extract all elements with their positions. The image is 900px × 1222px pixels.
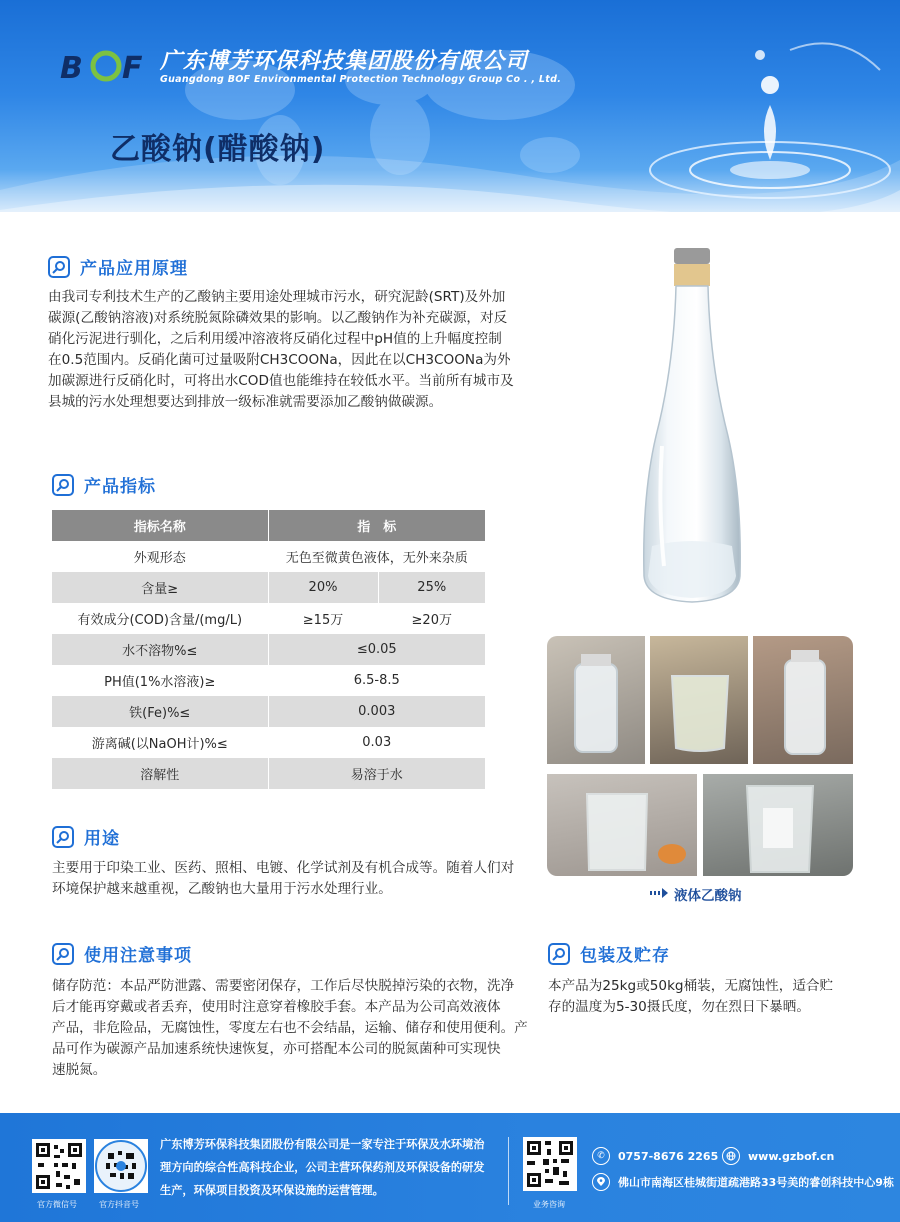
wechat-qr-code[interactable]	[32, 1139, 86, 1193]
table-row	[52, 572, 485, 603]
paragraph-line: 由我司专利技术生产的乙酸钠主要用途处理城市污水，研究泥龄(SRT)及外加	[48, 289, 506, 305]
qr-caption: 业务咨询	[533, 1200, 565, 1209]
paragraph-line: 速脱氮。	[52, 1062, 107, 1078]
section-principle-title: 产品应用原理	[80, 259, 188, 279]
product-photo-grid	[547, 636, 853, 876]
row-value-2: ≥20万	[378, 603, 485, 634]
company-name-cn: 广东博芳环保科技集团股份有限公司	[160, 49, 529, 74]
table-row	[52, 696, 485, 727]
water-droplet-graphic	[640, 10, 900, 210]
section-packaging-title: 包装及贮存	[580, 946, 670, 966]
paragraph-line: 在0.5范围内。反硝化菌可过量吸附CH3COONa，因此在以CH3COONa为外	[48, 352, 511, 368]
row-name: 铁(Fe)%≤	[52, 696, 268, 727]
product-photo	[547, 774, 697, 876]
company-logo	[58, 46, 158, 86]
product-bottle-image	[632, 246, 752, 606]
address-text: 佛山市南海区桂城街道疏港路33号美的睿创科技中心9栋	[618, 1176, 894, 1189]
row-value: 0.003	[268, 696, 485, 727]
section-usage-title: 用途	[84, 829, 120, 849]
section-precautions-header	[52, 941, 192, 966]
section-usage-header	[52, 824, 120, 849]
search-icon	[48, 256, 70, 278]
row-name: 游离碱(以NaOH计)%≤	[52, 727, 268, 758]
about-line: 广东博芳环保科技集团股份有限公司是一家专注于环保及水环境治	[160, 1138, 485, 1151]
row-value: 易溶于水	[268, 758, 485, 789]
search-icon	[52, 943, 74, 965]
website-link[interactable]: www.gzbof.cn	[748, 1149, 835, 1163]
footer	[0, 1113, 900, 1222]
photo-caption-text: 液体乙酸钠	[674, 888, 742, 904]
paragraph-line: 县城的污水处理想要达到排放一级标准就需要添加乙酸钠做碳源。	[48, 394, 443, 410]
row-name: 水不溶物%≤	[52, 634, 268, 665]
paragraph-line: 主要用于印染工业、医药、照相、电镀、化学试剂及有机合成等。随着人们对	[52, 860, 515, 876]
usage-paragraph	[52, 858, 514, 900]
globe-icon	[722, 1147, 740, 1165]
row-value-1: 20%	[268, 572, 378, 603]
section-packaging-header	[548, 941, 670, 966]
paragraph-line: 本产品为25kg或50kg桶装，无腐蚀性，适合贮	[548, 978, 834, 994]
section-principle-header	[48, 254, 188, 279]
row-value: 6.5-8.5	[268, 665, 485, 696]
paragraph-line: 储存防范：本品严防泄露、需要密闭保存，工作后尽快脱掉污染的衣物，洗净	[52, 978, 515, 994]
paragraph-line: 环境保护越来越重视，乙酸钠也大量用于污水处理行业。	[52, 881, 392, 897]
row-value: 0.03	[268, 727, 485, 758]
phone-contact	[592, 1147, 718, 1165]
spec-table	[52, 510, 485, 789]
table-header-row	[52, 510, 485, 541]
row-value: ≤0.05	[268, 634, 485, 665]
company-about	[160, 1133, 500, 1202]
about-line: 生产，环保项目投资及环保设施的运营管理。	[160, 1184, 384, 1197]
table-row	[52, 541, 485, 572]
about-line: 理方向的综合性高科技企业，公司主营环保药剂及环保设备的研发	[160, 1161, 485, 1174]
qr-caption: 官方抖音号	[99, 1200, 139, 1209]
paragraph-line: 碳源(乙酸钠溶液)对系统脱氮除磷效果的影响。以乙酸钠作为补充碳源，对反	[48, 310, 508, 326]
photo-caption	[650, 884, 742, 904]
row-name: 外观形态	[52, 541, 268, 572]
table-header-name: 指标名称	[52, 510, 268, 541]
section-spec-title: 产品指标	[84, 477, 156, 497]
packaging-paragraph	[548, 976, 833, 1018]
row-value-2: 25%	[378, 572, 485, 603]
address-contact	[592, 1173, 894, 1191]
table-row	[52, 758, 485, 789]
business-qr-code[interactable]	[523, 1137, 577, 1191]
douyin-qr-code[interactable]	[94, 1139, 148, 1193]
principle-paragraph	[48, 287, 514, 413]
product-title: 乙酸钠(醋酸钠)	[110, 132, 326, 167]
svg-text:B: B	[60, 51, 83, 86]
row-name: PH值(1%水溶液)≥	[52, 665, 268, 696]
paragraph-line: 硝化污泥进行驯化，之后利用缓冲溶液将反硝化过程中pH值的上升幅度控制	[48, 331, 502, 347]
table-row	[52, 634, 485, 665]
row-name: 溶解性	[52, 758, 268, 789]
paragraph-line: 品可作为碳源产品加速系统快速恢复，亦可搭配本公司的脱氮菌种可实现快	[52, 1041, 501, 1057]
paragraph-line: 产品，非危险品，无腐蚀性，零度左右也不会结晶，运输、储存和使用便利。产	[52, 1020, 528, 1036]
svg-text:F: F	[122, 51, 143, 86]
website-contact	[722, 1147, 834, 1165]
row-name: 有效成分(COD)含量/(mg/L)	[52, 603, 268, 634]
phone-number[interactable]: 0757-8676 2265	[618, 1149, 719, 1163]
company-name-en: Guangdong BOF Environmental Protection Technology Group Co . , Ltd.	[160, 74, 562, 85]
product-photo	[650, 636, 748, 764]
header-banner	[0, 0, 900, 212]
table-row	[52, 727, 485, 758]
search-icon	[52, 474, 74, 496]
paragraph-line: 加碳源进行反硝化时，可将出水COD值也能维持在较低水平。当前所有城市及	[48, 373, 514, 389]
product-photo	[753, 636, 853, 764]
row-value: 无色至微黄色液体，无外来杂质	[268, 541, 485, 572]
arrow-icon	[650, 886, 668, 902]
product-photo	[703, 774, 853, 876]
footer-divider	[508, 1137, 509, 1205]
paragraph-line: 存的温度为5-30摄氏度，勿在烈日下暴晒。	[548, 999, 810, 1015]
qr-caption: 官方微信号	[37, 1200, 77, 1209]
section-spec-header	[52, 472, 156, 497]
table-header-value: 指 标	[268, 510, 485, 541]
section-precautions-title: 使用注意事项	[84, 946, 192, 966]
precautions-paragraph	[52, 976, 528, 1081]
location-pin-icon	[592, 1173, 610, 1191]
paragraph-line: 后才能再穿戴或者丢弃，使用时注意穿着橡胶手套。本产品为公司高效液体	[52, 999, 501, 1015]
table-row	[52, 665, 485, 696]
table-row	[52, 603, 485, 634]
phone-icon: ✆	[592, 1147, 610, 1165]
row-value-1: ≥15万	[268, 603, 378, 634]
product-photo	[547, 636, 645, 764]
search-icon	[548, 943, 570, 965]
row-name: 含量≥	[52, 572, 268, 603]
search-icon	[52, 826, 74, 848]
